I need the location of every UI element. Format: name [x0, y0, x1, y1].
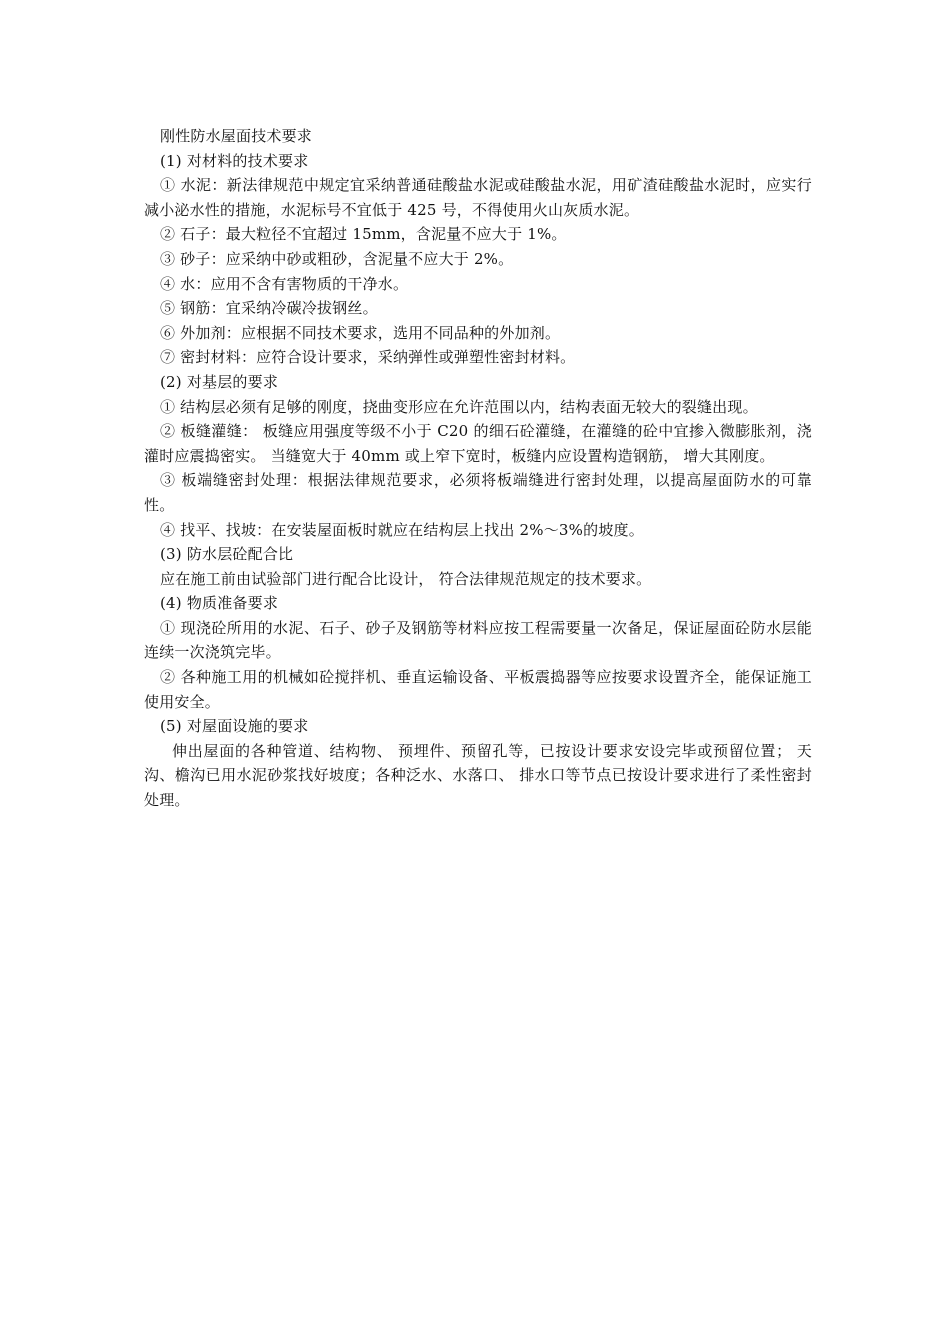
paragraph-end-joint-sealing: ③ 板端缝密封处理：根据法律规范要求，必须将板端缝进行密封处理，以提高屋面防水的可靠性。 — [144, 471, 812, 514]
paragraph-roof-facilities: 伸出屋面的各种管道、结构物、 预埋件、预留孔等，已按设计要求安设完毕或预留位置； 天沟、檐沟已用水泥砂浆找好坡度；各种泛水、水落口、 排水口等节点已按设计要求进行了柔性密封处理。 — [144, 741, 812, 810]
doc-title: 刚性防水屋面技术要求 — [160, 127, 313, 145]
paragraph-water: ④ 水：应用不含有害物质的干净水。 — [160, 274, 409, 293]
paragraph-sealant: ⑦ 密封材料：应符合设计要求，采纳弹性或弹塑性密封材料。 — [160, 348, 576, 367]
paragraph-steel: ⑤ 钢筋：宜采纳冷碳冷拔钢丝。 — [160, 299, 378, 318]
paragraph-structure-layer: ① 结构层必须有足够的刚度，挠曲变形应在允许范围以内，结构表面无较大的裂缝出现。 — [160, 397, 758, 416]
paragraph-sand: ③ 砂子：应采纳中砂或粗砂，含泥量不应大于 2%。 — [160, 249, 514, 268]
paragraph-joint-grouting: ② 板缝灌缝： 板缝应用强度等级不小于 C20 的细石砼灌缝，在灌缝的砼中宜掺入微膨胀剂，浇灌时应震捣密实。 当缝宽大于 40mm 或上窄下宽时，板缝内应设置构造钢筋， 增大其刚度。 — [144, 422, 812, 465]
paragraph-additive: ⑥ 外加剂：应根据不同技术要求，选用不同品种的外加剂。 — [160, 323, 561, 342]
section-heading-5: (5) 对屋面设施的要求 — [160, 717, 309, 736]
paragraph-cement: ① 水泥：新法律规范中规定宜采纳普通硅酸盐水泥或硅酸盐水泥，用矿渣硅酸盐水泥时，应实行减小泌水性的措施，水泥标号不宜低于 425 号，不得使用火山灰质水泥。 — [144, 176, 812, 219]
paragraph-slope: ④ 找平、找坡：在安装屋面板时就应在结构层上找出 2%～3%的坡度。 — [160, 520, 644, 539]
paragraph-machinery-prep: ② 各种施工用的机械如砼搅拌机、垂直运输设备、平板震捣器等应按要求设置齐全，能保证施工使用安全。 — [144, 668, 812, 711]
document-body — [144, 124, 812, 813]
section-heading-4: (4) 物质准备要求 — [160, 594, 279, 613]
paragraph-mix-ratio: 应在施工前由试验部门进行配合比设计， 符合法律规范规定的技术要求。 — [160, 569, 652, 588]
paragraph-stone: ② 石子：最大粒径不宜超过 15mm，含泥量不应大于 1%。 — [160, 225, 567, 244]
paragraph-materials-prep: ① 现浇砼所用的水泥、石子、砂子及钢筋等材料应按工程需要量一次备足，保证屋面砼防水层能连续一次浇筑完毕。 — [144, 618, 812, 662]
section-heading-1: (1) 对材料的技术要求 — [160, 151, 309, 170]
section-heading-3: (3) 防水层砼配合比 — [160, 545, 294, 564]
section-heading-2: (2) 对基层的要求 — [160, 372, 279, 391]
